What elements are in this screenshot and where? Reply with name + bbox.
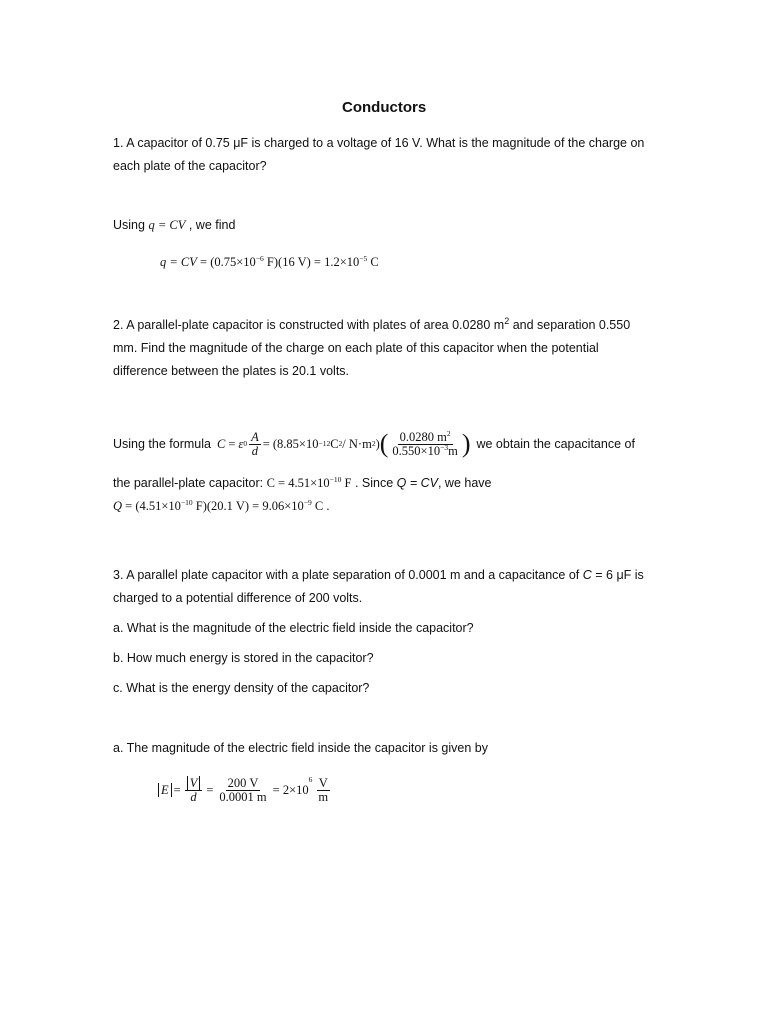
- q1-result-exp1: −6: [255, 253, 264, 263]
- q1-result-a: = (0.75×10: [200, 255, 256, 269]
- q2-f-den-text: 0.550×10: [392, 443, 441, 458]
- q2-q-exp2: −9: [303, 497, 312, 507]
- q2-f-eps: ε: [238, 436, 244, 451]
- q2-text-line2: mm. Find the magnitude of the charge on each plate of this capacitor when the potential: [113, 341, 599, 355]
- q2-capacitance-formula: C = ε 0 $\frac{A}{d}$ = (8.85×10 −12 C 2 / N·m 2 ) ( $\frac{0.0280 m^2}{0.550\times 10^{-3}m}$ ): [216, 428, 471, 458]
- q3-e-eq3: = 2×10: [272, 782, 309, 797]
- q2-f-den-unit: m: [448, 443, 458, 458]
- q2-f-num-text: 0.0280 m: [399, 429, 447, 444]
- q2-formula-suffix: we obtain the capacitance of: [476, 436, 635, 451]
- page-title: Conductors: [342, 99, 427, 116]
- q2-f-d: d: [251, 443, 258, 458]
- q3-e-unit-num: V: [318, 775, 328, 790]
- q2-cap-suffix-b: Q = CV: [396, 476, 438, 490]
- q2-q-exp1: −10: [180, 497, 193, 507]
- q2-fraction-A-over-d: [249, 431, 261, 458]
- q1-result-lhs: q = CV: [160, 255, 197, 269]
- q3-e-E: E: [158, 783, 172, 797]
- q2-f-den-exp: −3: [440, 442, 449, 452]
- q2-f-C: C: [216, 436, 226, 451]
- q2-cap-a: C = 4.51×10: [266, 476, 330, 490]
- q3-fraction-V-over-d: [185, 776, 203, 804]
- q3-e-num: 200 V: [227, 775, 259, 790]
- q3-line1-a: 3. A parallel plate capacitor with a plate separation of 0.0001 m and a capacitance of: [113, 568, 580, 582]
- q3-line1-b: = 6 μF is: [591, 568, 644, 582]
- q2-formula-prefix: Using the formula: [113, 436, 211, 451]
- q2-formula-line: [113, 424, 635, 464]
- q2-line1-b: and separation 0.550: [509, 318, 631, 332]
- q3-part-c: c. What is the energy density of the capacitor?: [113, 681, 370, 695]
- q1-result-exp2: −5: [359, 253, 368, 263]
- q2-line1-sup: 2: [504, 315, 510, 326]
- q2-cap-prefix: the parallel-plate capacitor:: [113, 476, 264, 490]
- q1-result-b: F)(16 V) = 1.2×10: [263, 255, 360, 269]
- q2-q-c: F)(20.1 V) = 9.06×10: [192, 499, 304, 513]
- q3-fraction-unit: [316, 777, 330, 804]
- q1-using-formula: q = CV: [148, 218, 186, 232]
- q2-cap-exp: −10: [329, 474, 342, 484]
- q2-cap-formula: [267, 476, 352, 490]
- q3-fraction-200V: [217, 777, 268, 804]
- q2-f-const-f: ): [375, 436, 380, 451]
- q2-q-d: C .: [311, 499, 330, 513]
- q1-result-equation: [160, 255, 379, 270]
- q2-charge-formula: [113, 499, 329, 513]
- q2-line1-a: 2. A parallel-plate capacitor is constructed with plates of area 0.0280 m: [113, 318, 505, 332]
- q3-e-eq1: =: [173, 782, 181, 797]
- q2-f-den: [390, 442, 459, 458]
- q3-answer-a: a. The magnitude of the electric field inside the capacitor is given by: [113, 741, 488, 755]
- q1-result-c: C: [367, 255, 379, 269]
- q2-capacitance-line: [113, 472, 492, 495]
- q2-q-a: Q: [113, 499, 123, 513]
- q2-fraction-area-over-sep: [390, 428, 459, 458]
- q3-part-b: b. How much energy is stored in the capacitor?: [113, 651, 374, 665]
- q2-f-const-a: = (8.85×10: [262, 436, 319, 451]
- q2-cap-b: F: [341, 476, 352, 490]
- q3-line1-C: C: [582, 568, 592, 582]
- q2-f-eq: =: [228, 436, 236, 451]
- q2-q-b: = (4.51×10: [122, 499, 181, 513]
- q2-text-line3: difference between the plates is 20.1 volts.: [113, 364, 350, 378]
- q1-using-suffix: , we find: [188, 218, 236, 232]
- q3-e-den: 0.0001 m: [219, 789, 267, 804]
- q2-f-num-sup: 2: [446, 428, 451, 438]
- q2-cap-suffix-c: , we have: [437, 476, 492, 490]
- q1-using-line: [113, 214, 235, 237]
- q3-e-d: d: [190, 790, 197, 804]
- q3-e-eq2: =: [206, 782, 214, 797]
- q3-text-line1: [113, 564, 644, 587]
- q2-cap-suffix-a: . Since: [354, 476, 394, 490]
- q1-text-line1: 1. A capacitor of 0.75 μF is charged to a voltage of 16 V. What is the magnitude of the charge on: [113, 136, 645, 150]
- q2-f-const-b: C: [330, 436, 339, 451]
- q3-text-line2: charged to a potential difference of 200 volts.: [113, 591, 363, 605]
- q3-e-V: V: [187, 776, 201, 790]
- q2-f-A: A: [251, 429, 259, 444]
- q2-charge-line: [113, 495, 329, 518]
- q1-text-line2: each plate of the capacitor?: [113, 159, 267, 173]
- q1-using-prefix: Using: [113, 218, 145, 232]
- q3-e-unit-den: m: [318, 789, 329, 804]
- q2-f-const-d: / N·m: [342, 436, 372, 451]
- q2-left-paren: (: [379, 429, 389, 458]
- q3-part-a: a. What is the magnitude of the electric field inside the capacitor?: [113, 621, 474, 635]
- q3-field-equation: E = $\frac{V}{d}$ = $\frac{200 V}{0.0001 m}$ = 2×10 6 $\frac{V}{m}$: [158, 772, 332, 808]
- q2-right-paren: ): [461, 429, 471, 458]
- q2-text-line1: [113, 314, 630, 337]
